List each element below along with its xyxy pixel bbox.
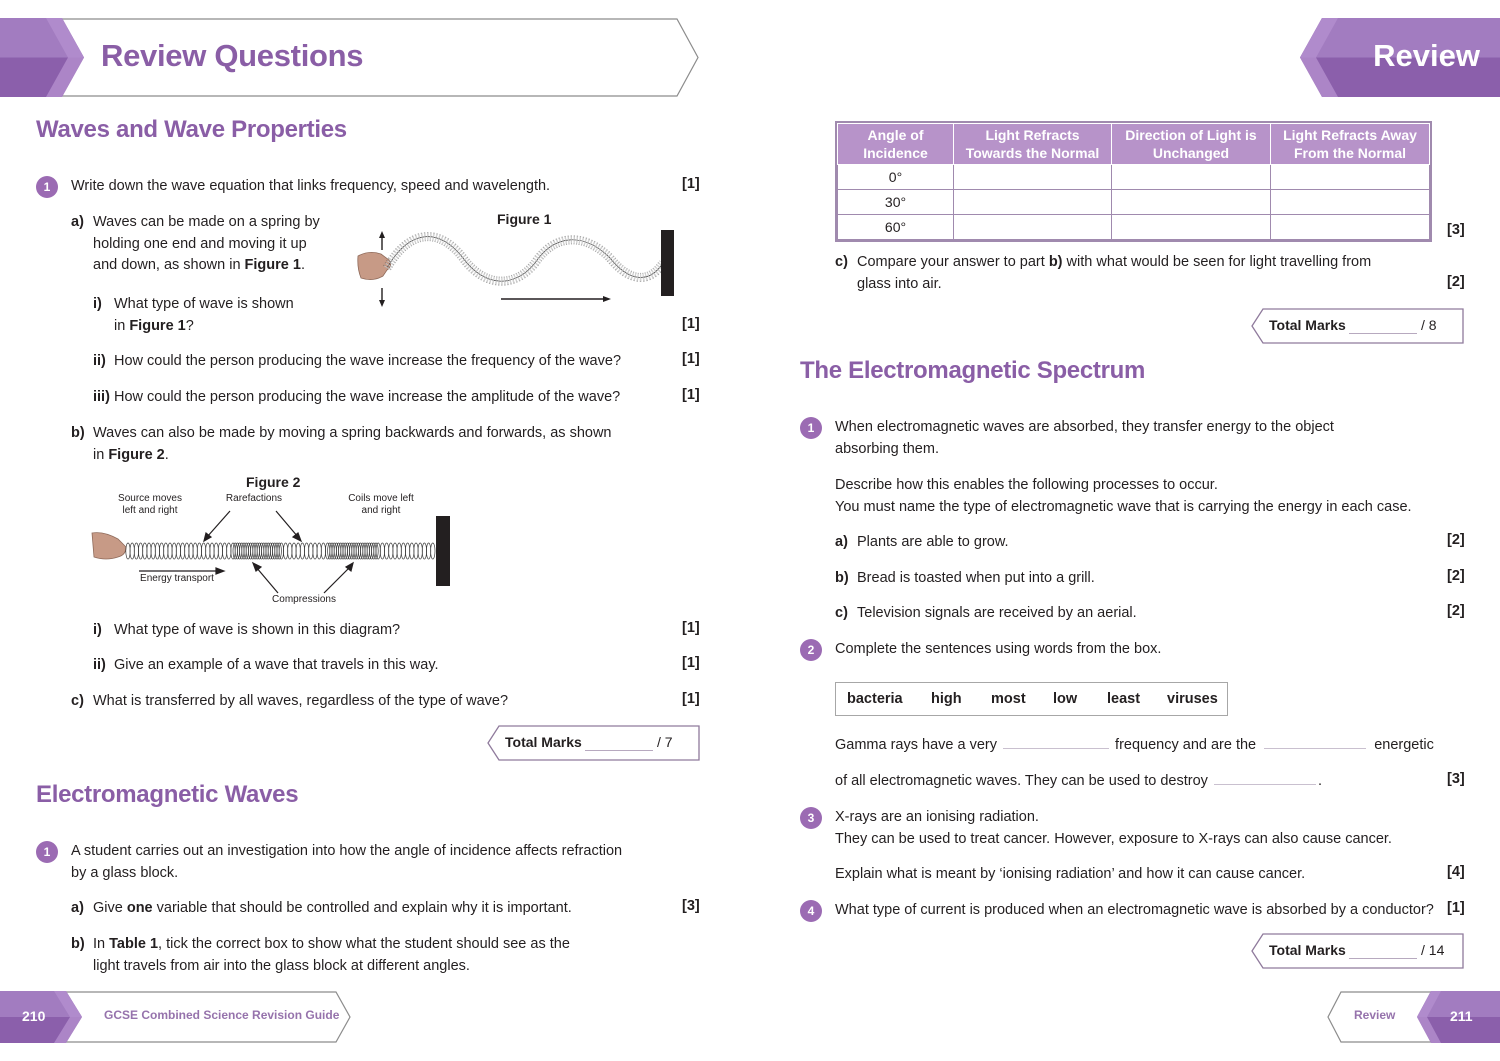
part-label: b)	[71, 936, 85, 952]
marks: [1]	[1447, 900, 1465, 916]
question-text: Describe how this enables the following processes to occur.	[835, 477, 1218, 493]
tick-box[interactable]	[1271, 190, 1430, 215]
tick-box[interactable]	[1112, 190, 1271, 215]
question-text: by a glass block.	[71, 864, 179, 881]
table-row	[838, 190, 1430, 215]
question-text: A student carries out an investigation into how the angle of incidence affects refraction	[71, 843, 623, 859]
part-text: glass into air.	[857, 275, 942, 292]
word-option: viruses	[1167, 691, 1218, 707]
marks: [1]	[682, 176, 700, 192]
figure-label-source: Source moves left and right	[118, 493, 182, 516]
part-text: In Table 1, tick the correct box to show what the student should see as the	[93, 936, 570, 952]
total-marks-input[interactable]	[1349, 333, 1417, 334]
marks: [2]	[1447, 568, 1465, 584]
footer-right	[1327, 991, 1500, 1043]
figure-2-longitudinal-wave	[90, 505, 455, 600]
angle-cell: 60°	[838, 215, 954, 240]
total-marks-label: Total Marks	[505, 734, 582, 750]
page-title: Review Questions	[101, 38, 364, 73]
part-label: b)	[71, 425, 85, 441]
tick-box[interactable]	[1112, 165, 1271, 190]
subpart-text: in Figure 1?	[114, 317, 194, 334]
part-label: a)	[835, 534, 848, 550]
column-header: Light Refracts Away From the Normal	[1271, 124, 1430, 165]
question-number-badge: 1	[36, 841, 58, 863]
question-number-badge: 1	[36, 176, 58, 198]
marks: [4]	[1447, 864, 1465, 880]
total-marks-max: / 14	[1421, 942, 1445, 958]
section-title-waves: Waves and Wave Properties	[36, 116, 347, 143]
subpart-label: i)	[93, 296, 102, 312]
question-text: Write down the wave equation that links frequency, speed and wavelength.	[71, 178, 551, 194]
subpart-label: ii)	[93, 657, 106, 673]
tick-box[interactable]	[1112, 215, 1271, 240]
section-title-em-spectrum: The Electromagnetic Spectrum	[800, 357, 1146, 384]
table-row	[838, 215, 1430, 240]
figure-1-transverse-wave	[355, 228, 680, 308]
marks: [2]	[1447, 603, 1465, 619]
subpart-text: What type of wave is shown in this diagram?	[114, 622, 401, 638]
total-marks-label: Total Marks	[1269, 942, 1346, 958]
question-text: What type of current is produced when an electromagnetic wave is absorbed by a conductor?	[835, 902, 1434, 918]
header-banner-left	[0, 18, 700, 97]
table-header-row	[838, 124, 1430, 165]
total-marks-box	[487, 725, 700, 761]
question-text: When electromagnetic waves are absorbed, they transfer energy to the object	[835, 419, 1334, 435]
angle-cell: 30°	[838, 190, 954, 215]
arrow-up-icon	[379, 231, 385, 238]
figure-label-rarefactions: Rarefactions	[225, 493, 283, 504]
part-text: What is transferred by all waves, regardless of the type of wave?	[93, 693, 509, 709]
question-text: Explain what is meant by ‘ionising radiation’ and how it can cause cancer.	[835, 866, 1306, 882]
subpart-text: How could the person producing the wave increase the amplitude of the wave?	[114, 389, 621, 405]
part-label: c)	[835, 254, 848, 270]
table-1	[835, 121, 1432, 242]
part-text: Bread is toasted when put into a grill.	[857, 570, 1095, 586]
marks: [1]	[682, 316, 700, 332]
part-text: Waves can also be made by moving a spring backwards and forwards, as shown	[93, 425, 612, 441]
word-box	[835, 682, 1228, 716]
word-option: high	[931, 691, 962, 707]
figure-caption: Figure 1	[497, 211, 552, 227]
page-number-left: 210	[22, 1008, 46, 1024]
marks: [2]	[1447, 532, 1465, 548]
total-marks-input[interactable]	[585, 750, 653, 751]
part-text: Compare your answer to part b) with what would be seen for light travelling from	[857, 254, 1372, 270]
part-text: in Figure 2.	[93, 446, 169, 463]
word-option: most	[991, 691, 1026, 707]
section-title-em-waves: Electromagnetic Waves	[36, 781, 299, 808]
subpart-label: i)	[93, 622, 102, 638]
part-text: light travels from air into the glass block at different angles.	[93, 957, 470, 974]
footer-left	[0, 991, 352, 1043]
part-label: c)	[835, 605, 848, 621]
part-label: b)	[835, 570, 849, 586]
word-option: least	[1107, 691, 1141, 707]
tick-box[interactable]	[1271, 165, 1430, 190]
blank-input-1[interactable]	[1003, 748, 1109, 749]
total-marks-max: / 7	[657, 734, 673, 750]
part-label: a)	[71, 214, 84, 230]
angle-cell: 0°	[838, 165, 954, 190]
question-number-badge: 3	[800, 807, 822, 829]
figure-label-compressions: Compressions	[272, 594, 336, 605]
marks: [1]	[682, 387, 700, 403]
table-row	[838, 165, 1430, 190]
total-marks-label: Total Marks	[1269, 317, 1346, 333]
subpart-label: iii)	[93, 389, 110, 405]
question-number-badge: 1	[800, 417, 822, 439]
marks: [1]	[682, 655, 700, 671]
subpart-text: What type of wave is shown	[114, 296, 294, 312]
question-text: You must name the type of electromagnetic wave that is carrying the energy in each case.	[835, 498, 1412, 515]
blank-input-3[interactable]	[1214, 784, 1316, 785]
page-number-right: 211	[1450, 1008, 1473, 1024]
question-number-badge: 2	[800, 639, 822, 661]
tick-box[interactable]	[954, 190, 1112, 215]
figure-caption: Figure 2	[246, 474, 301, 490]
fill-sentence: Gamma rays have a very frequency and are the energetic	[835, 737, 1434, 753]
total-marks-input[interactable]	[1349, 958, 1417, 959]
section-footer-label: Review	[1354, 1008, 1396, 1022]
part-text: holding one end and moving it up	[93, 235, 307, 252]
wall	[661, 230, 674, 296]
marks: [1]	[682, 620, 700, 636]
marks: [3]	[1447, 771, 1465, 787]
word-option: bacteria	[847, 691, 903, 707]
fill-sentence: of all electromagnetic waves. They can be used to destroy .	[835, 773, 1322, 789]
book-title: GCSE Combined Science Revision Guide	[104, 1008, 340, 1022]
total-marks-box	[1251, 933, 1464, 969]
column-header: Light Refracts Towards the Normal	[954, 124, 1112, 165]
tick-box[interactable]	[1271, 215, 1430, 240]
subpart-text: How could the person producing the wave increase the frequency of the wave?	[114, 353, 622, 369]
marks: [3]	[682, 898, 700, 914]
marks: [3]	[1447, 222, 1465, 238]
subpart-text: Give an example of a wave that travels in this way.	[114, 657, 439, 673]
question-number-badge: 4	[800, 900, 822, 922]
question-text: They can be used to treat cancer. However, exposure to X-rays can also cause cancer.	[835, 830, 1392, 847]
tick-box[interactable]	[954, 215, 1112, 240]
part-text: and down, as shown in Figure 1.	[93, 257, 305, 273]
total-marks-max: / 8	[1421, 317, 1437, 333]
question-text: absorbing them.	[835, 440, 939, 457]
section-label: Review	[1373, 38, 1480, 73]
part-text: Give one variable that should be controlled and explain why it is important.	[93, 900, 572, 916]
column-header: Angle of Incidence	[838, 124, 954, 165]
arrow-down-icon	[379, 300, 385, 307]
total-marks-box	[1251, 308, 1464, 344]
header-banner-right	[1300, 18, 1500, 97]
part-text: Plants are able to grow.	[857, 534, 1009, 550]
part-label: a)	[71, 900, 84, 916]
tick-box[interactable]	[954, 165, 1112, 190]
part-label: c)	[71, 693, 84, 709]
marks: [1]	[682, 691, 700, 707]
marks: [1]	[682, 351, 700, 367]
word-option: low	[1053, 691, 1078, 707]
wall	[436, 516, 450, 586]
question-text: X-rays are an ionising radiation.	[835, 809, 1039, 825]
marks: [2]	[1447, 274, 1465, 290]
column-header: Direction of Light is Unchanged	[1112, 124, 1271, 165]
figure-label-energy: Energy transport	[140, 573, 214, 584]
refraction-table	[837, 123, 1430, 240]
hand-icon	[92, 533, 126, 559]
figure-label-coils: Coils move left and right	[348, 493, 414, 516]
question-text: Complete the sentences using words from the box.	[835, 641, 1162, 657]
blank-input-2[interactable]	[1264, 748, 1366, 749]
arrow-right-icon	[603, 296, 611, 302]
part-text: Waves can be made on a spring by	[93, 214, 320, 230]
subpart-label: ii)	[93, 353, 106, 369]
part-text: Television signals are received by an aerial.	[857, 605, 1137, 621]
